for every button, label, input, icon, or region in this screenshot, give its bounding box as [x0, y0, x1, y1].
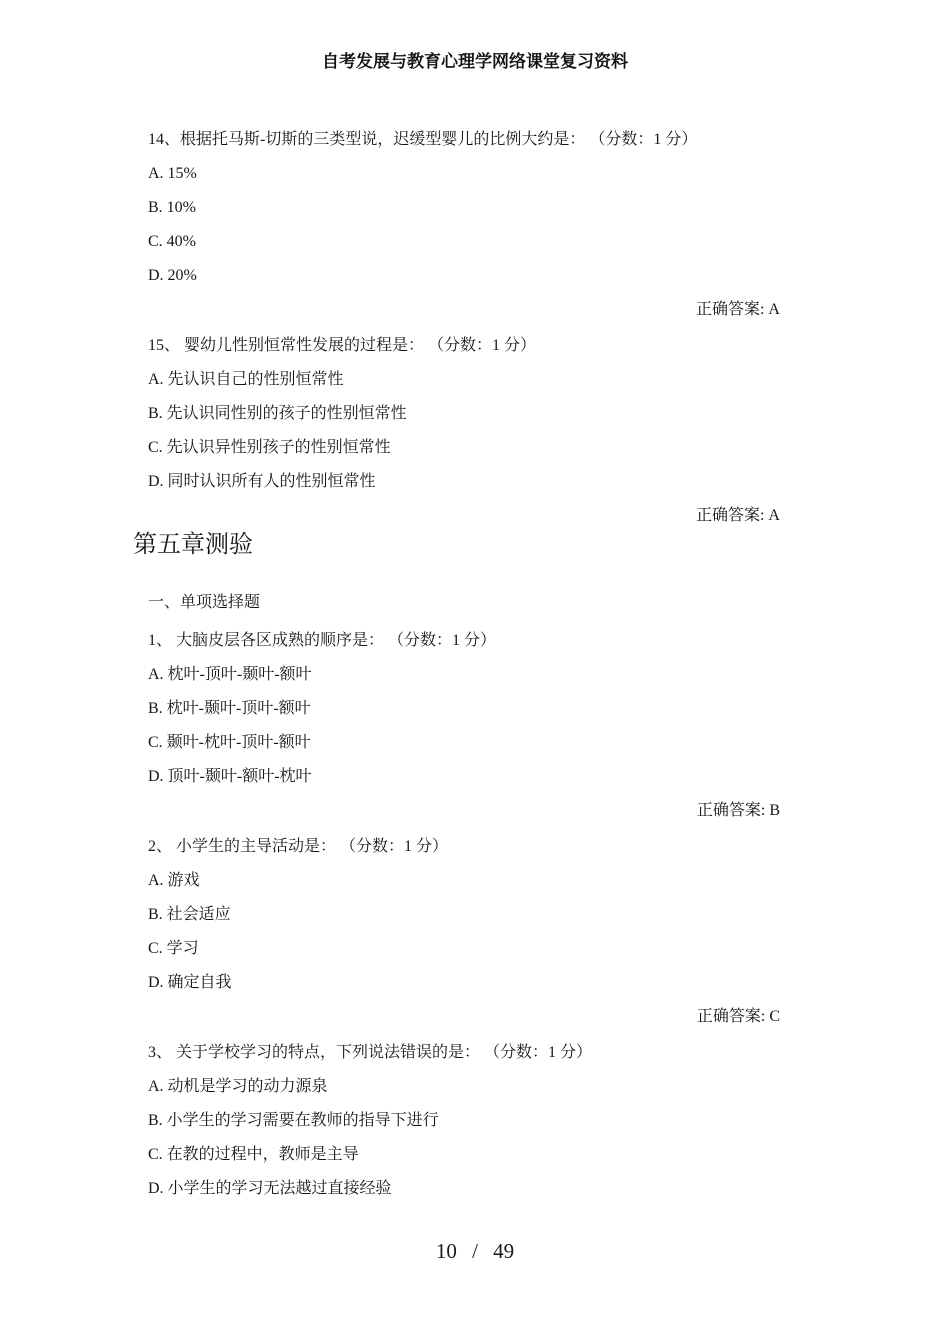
question-3-option-a: A. 动机是学习的动力源泉 — [148, 1078, 328, 1095]
question-3 — [148, 1043, 780, 1199]
question-15-stem: 15、 婴幼儿性别恒常性发展的过程是： （分数：1 分） — [148, 337, 537, 354]
question-14 — [148, 130, 780, 320]
question-2-option-d: D. 确定自我 — [148, 974, 232, 991]
question-15 — [148, 336, 780, 526]
question-15-answer: 正确答案: A — [695, 507, 780, 524]
question-14-stem: 14、根据托马斯-切斯的三类型说，迟缓型婴儿的比例大约是： （分数：1 分） — [148, 131, 698, 148]
question-14-option-c: C. 40% — [148, 233, 196, 250]
document-title: 自考发展与教育心理学网络课堂复习资料 — [322, 52, 628, 71]
question-2-option-b: B. 社会适应 — [148, 906, 231, 923]
question-2-option-a: A. 游戏 — [148, 872, 200, 889]
question-1-option-b: B. 枕叶-颞叶-顶叶-额叶 — [148, 700, 311, 717]
question-3-option-b: B. 小学生的学习需要在教师的指导下进行 — [148, 1112, 439, 1129]
question-14-option-d: D. 20% — [148, 267, 197, 284]
page-number-indicator: 10 / 49 — [435, 1239, 515, 1263]
question-15-option-d: D. 同时认识所有人的性别恒常性 — [148, 473, 376, 490]
question-1-option-d: D. 顶叶-颞叶-额叶-枕叶 — [148, 768, 312, 785]
question-2-answer: 正确答案: C — [696, 1008, 780, 1025]
section-heading: 一、单项选择题 — [148, 594, 261, 611]
question-15-option-c: C. 先认识异性别孩子的性别恒常性 — [148, 439, 391, 456]
chapter-heading: 第五章测验 — [133, 532, 253, 558]
question-15-option-a: A. 先认识自己的性别恒常性 — [148, 371, 344, 388]
document-body — [133, 130, 780, 1199]
question-15-option-b: B. 先认识同性别的孩子的性别恒常性 — [148, 405, 407, 422]
question-1-answer: 正确答案: B — [696, 802, 780, 819]
question-1 — [148, 631, 780, 821]
question-1-option-a: A. 枕叶-顶叶-颞叶-额叶 — [148, 666, 312, 683]
question-14-option-a: A. 15% — [148, 165, 197, 182]
question-14-option-b: B. 10% — [148, 199, 196, 216]
question-3-stem: 3、 关于学校学习的特点，下列说法错误的是： （分数：1 分） — [148, 1044, 593, 1061]
question-2-stem: 2、 小学生的主导活动是： （分数：1 分） — [148, 838, 449, 855]
question-1-stem: 1、 大脑皮层各区成熟的顺序是： （分数：1 分） — [148, 632, 497, 649]
question-3-option-d: D. 小学生的学习无法越过直接经验 — [148, 1180, 392, 1197]
question-14-answer: 正确答案: A — [695, 301, 780, 318]
question-1-option-c: C. 颞叶-枕叶-顶叶-额叶 — [148, 734, 311, 751]
question-2-option-c: C. 学习 — [148, 940, 199, 957]
question-3-option-c: C. 在教的过程中，教师是主导 — [148, 1146, 359, 1163]
question-2 — [148, 837, 780, 1027]
